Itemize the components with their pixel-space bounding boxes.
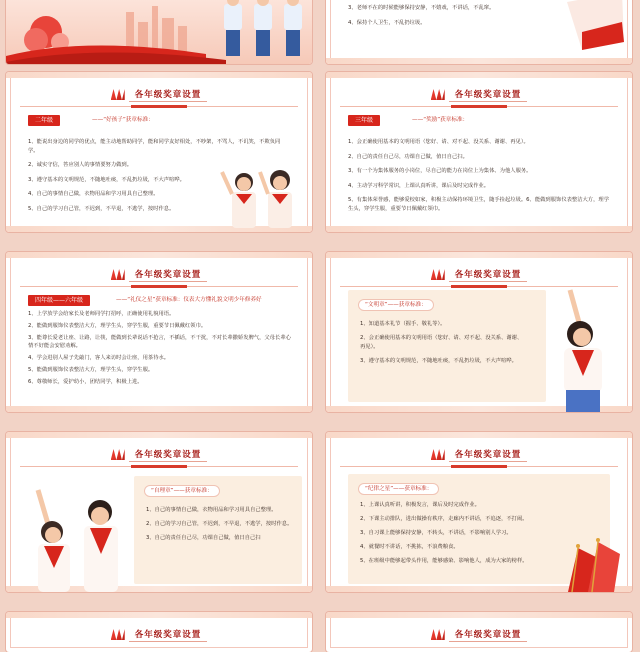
flag-icon bbox=[431, 629, 445, 640]
list-item: 2、自己的责任自己尽，功课自己做，值日自己扫。 bbox=[348, 153, 468, 160]
award-standard: ——“好孩子”获章标准： bbox=[92, 117, 154, 123]
slide-header bbox=[6, 624, 312, 640]
panel-title: “自理章”——获章标准： bbox=[144, 485, 220, 497]
slide-header bbox=[326, 624, 632, 640]
list-item: 2、会正确使用基本的文明用语（您好、请、对不起、没关系、谢谢、再见）。 bbox=[360, 335, 523, 350]
slide-top-right bbox=[326, 0, 632, 64]
panel-title: “纪律之星”——获章标准： bbox=[358, 483, 439, 495]
list-item: 3、能尊长爱老让座、让路，让筷，能做到长辈说话不抢言，不插话，不干扰，不对长辈撒娇发脾气，父母长辈心情不好能会安慰劝解。 bbox=[28, 335, 291, 349]
flag-icon bbox=[111, 89, 125, 100]
list-item: 1、上学放学会给家长及老师同学打招呼，正确使用礼貌用语。 bbox=[28, 311, 175, 317]
list-item: 3、老师不在的时候能够保持安静，不嬉戏，不讲话，不乱窜。 bbox=[348, 5, 495, 11]
award-standard: ——“礼仪之星”获章标准：仪表大方懂礼貌文明少年修养好 bbox=[116, 297, 262, 303]
slide-bottom-right bbox=[326, 612, 632, 652]
paper-decoration-image bbox=[562, 0, 628, 52]
slide-header bbox=[6, 444, 312, 460]
slide-grade-3 bbox=[326, 72, 632, 232]
standard-panel bbox=[134, 476, 302, 584]
list-item: 3、自己的责任自己尽，功课自己做，值日自己扫 bbox=[146, 535, 261, 541]
hero-banner-image bbox=[6, 0, 312, 64]
slide-header bbox=[326, 264, 632, 280]
list-item: 4、自己的事情自己做，衣物用品和学习用具自己整理。 bbox=[28, 191, 159, 197]
list-item: 5、能做到服饰仪表整洁大方，理学生头，穿学生服。 bbox=[28, 367, 154, 373]
list-item: 1、能说出身边的同学的优点，能主动地帮助同学，能和同学友好相处，不吵架，不骂人，不讥笑，不欺负同学。 bbox=[28, 139, 281, 154]
list-item: 2、下课主动排队，进出做操有秩序，走廊内不讲话，不追逐，不打闹。 bbox=[360, 516, 528, 522]
list-item: 4、主动学习科学常识，上课认真听讲，课后及时完成作业。 bbox=[348, 182, 490, 189]
slide-title: 各年级奖章设置 bbox=[129, 628, 208, 642]
slide-discipline-star bbox=[326, 432, 632, 592]
grade-badge: 三年级 bbox=[348, 115, 380, 126]
list-item: 2、诚实守信，答应别人的事情要努力做到。 bbox=[28, 162, 133, 168]
slide-title: 各年级奖章设置 bbox=[129, 448, 208, 462]
slide-header bbox=[326, 444, 632, 460]
flag-icon bbox=[431, 449, 445, 460]
list-item: 5、自己的学习自己管，不迟到，不早退，不逃学，按时作息。 bbox=[28, 205, 175, 212]
flag-icon bbox=[111, 629, 125, 640]
slide-bottom-left bbox=[6, 612, 312, 652]
flag-icon bbox=[431, 89, 445, 100]
list-item: 1、自己的事情自己做，衣物用品和学习用具自己整理。 bbox=[146, 507, 277, 513]
saluting-students-illustration bbox=[214, 168, 306, 228]
list-item: 3、自习课上能够保持安静，不转头，不讲话，不影响别人学习。 bbox=[360, 530, 512, 536]
saluting-students-illustration bbox=[18, 480, 128, 592]
list-item: 6、尊敬师长，爱护幼小，团结同学，积极上进。 bbox=[28, 379, 143, 385]
list-item: 3、遵守基本的文明规范，不随地吐痰，不乱扔垃圾，不大声喧哗。 bbox=[360, 358, 517, 364]
slide-header bbox=[326, 84, 632, 100]
list-item: 1、上课认真听讲，积极发言，课后及时完成作业。 bbox=[360, 502, 480, 508]
slide-grade-2 bbox=[6, 72, 312, 232]
list-item: 4、就餐时不讲话，不挑拣，不浪费粮食。 bbox=[360, 544, 459, 550]
list-item: 4、学会进别人屋子先敲门，客人来访时会让座，用茶待水。 bbox=[28, 355, 170, 361]
slide-self-care-badge bbox=[6, 432, 312, 592]
list-item: 4、保持个人卫生，不乱扔垃圾。 bbox=[348, 19, 426, 26]
slide-title: 各年级奖章设置 bbox=[449, 268, 528, 282]
slide-title: 各年级奖章设置 bbox=[449, 448, 528, 462]
flag-icon bbox=[111, 269, 125, 280]
slide-header bbox=[6, 84, 312, 100]
list-item: 1、知道基本礼节（握手、敬礼等）。 bbox=[360, 321, 446, 327]
slide-header bbox=[6, 264, 312, 280]
slide-title: 各年级奖章设置 bbox=[129, 268, 208, 282]
award-standard: ——“奖励”获章标准： bbox=[412, 117, 469, 123]
list-item: 3、有一个为集体服务的小岗位，尽自己的能力在岗位上为集体、为他人服务。 bbox=[348, 168, 532, 174]
flag-icon bbox=[431, 269, 445, 280]
slide-grade-4-6 bbox=[6, 252, 312, 412]
slide-title: 各年级奖章设置 bbox=[449, 628, 528, 642]
list-item: 5、有集体荣誉感，能够爱校如家，积极主动保持环境卫生，随手捡起垃圾。6、能做到服饰仪表整洁大方，理学生头，穿学生服，重要节日佩戴红领巾。 bbox=[348, 197, 609, 212]
standard-panel bbox=[348, 290, 546, 402]
list-item: 2、能做到服饰仪表整洁大方，理学生头，穿学生服，重要节日佩戴红领巾。 bbox=[28, 323, 207, 329]
red-flags-decoration bbox=[558, 528, 628, 592]
flag-icon bbox=[111, 449, 125, 460]
slide-civility-badge bbox=[326, 252, 632, 412]
slide-title: 各年级奖章设置 bbox=[129, 88, 208, 102]
grade-badge: 二年级 bbox=[28, 115, 60, 126]
list-item: 3、遵守基本的文明规范，不随地吐痰，不乱扔垃圾，不大声喧哗。 bbox=[28, 176, 185, 183]
saluting-girl-illustration bbox=[536, 280, 626, 412]
list-item: 5、在班级中能够起带头作用，能够感染、影响他人，成为大家的榜样。 bbox=[360, 558, 528, 564]
slide-title: 各年级奖章设置 bbox=[449, 88, 528, 102]
panel-title: “文明章”——获章标准： bbox=[358, 299, 434, 311]
list-item: 2、自己的学习自己管，不迟到，不早退，不逃学，按时作息。 bbox=[146, 521, 293, 527]
slide-top-left bbox=[6, 0, 312, 64]
list-item: 1、会正确使用基本的文明用语（您好、请、对不起、没关系、谢谢、再见）。 bbox=[348, 139, 529, 145]
grade-badge: 四年级——六年级 bbox=[28, 295, 90, 306]
